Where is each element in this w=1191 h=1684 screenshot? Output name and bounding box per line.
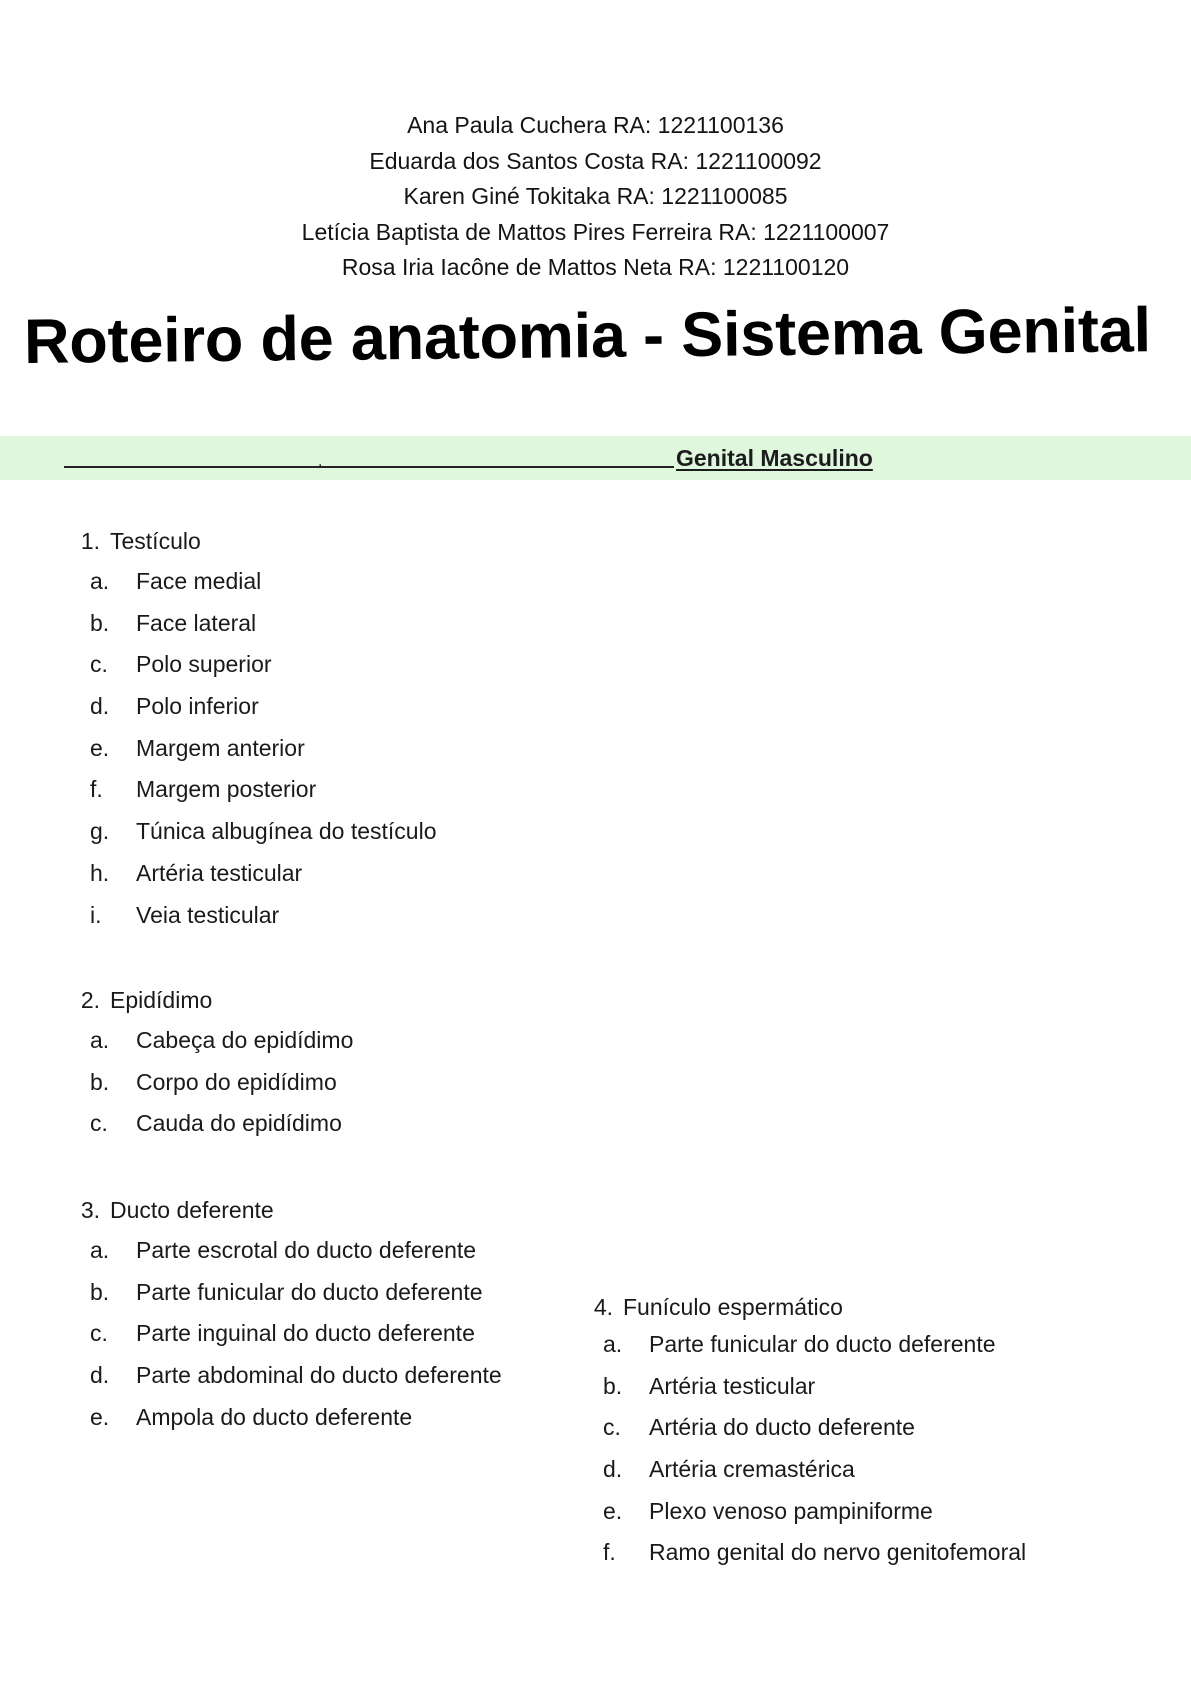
item-letter: c. (90, 1320, 108, 1347)
item-text: Plexo venoso pampiniforme (649, 1497, 933, 1524)
list-item (64, 816, 436, 858)
item-text: Veia testicular (136, 901, 280, 928)
item-text: Artéria cremastérica (649, 1456, 855, 1483)
list-item (577, 1537, 1026, 1579)
topic-label: Epidídimo (110, 987, 213, 1013)
subtopic-list (64, 1025, 353, 1150)
item-letter: c. (90, 1110, 108, 1137)
list-item (64, 608, 436, 650)
subtopic-list (64, 566, 436, 941)
item-letter: b. (90, 1068, 110, 1095)
item-letter: a. (90, 1027, 110, 1053)
list-item (64, 1108, 353, 1150)
item-letter: g. (90, 818, 110, 845)
item-text: Cauda do epidídimo (136, 1110, 342, 1137)
item-text: Parte funicular do ducto deferente (136, 1278, 483, 1305)
topic-heading (577, 1292, 1026, 1322)
item-letter: e. (90, 1403, 110, 1430)
item-letter: d. (90, 693, 110, 720)
list-item (64, 566, 436, 608)
list-item (577, 1412, 1026, 1454)
item-text: Margem anterior (136, 734, 305, 761)
topic-heading (64, 985, 353, 1015)
list-item (64, 858, 436, 900)
item-text: Ampola do ducto deferente (136, 1403, 413, 1430)
list-item (64, 691, 436, 733)
author-line: Eduarda dos Santos Costa RA: 1221100092 (369, 147, 822, 174)
item-letter: d. (603, 1456, 623, 1483)
author-line: Karen Giné Tokitaka RA: 1221100085 (403, 183, 788, 209)
item-letter: a. (90, 1237, 110, 1263)
item-letter: b. (90, 609, 110, 636)
list-item (64, 1360, 502, 1402)
item-text: Ramo genital do nervo genitofemoral (649, 1539, 1027, 1566)
item-letter: e. (90, 734, 110, 761)
item-text: Artéria testicular (136, 859, 303, 886)
item-text: Face lateral (136, 609, 257, 636)
topic-label: Ducto deferente (110, 1197, 274, 1223)
section-header-band (0, 436, 1191, 480)
item-text: Polo inferior (136, 693, 259, 720)
item-text: Parte escrotal do ducto deferente (136, 1237, 477, 1263)
topic-heading (64, 1195, 502, 1225)
fill-in-underline (64, 466, 674, 468)
list-item (64, 774, 436, 816)
item-letter: b. (90, 1278, 110, 1305)
topic-number: 2. (80, 987, 100, 1013)
topic-number: 3. (80, 1197, 100, 1223)
topic-label: Funículo espermático (623, 1294, 843, 1320)
topic-testiculo (64, 526, 436, 941)
author-line: Ana Paula Cuchera RA: 1221100136 (407, 112, 784, 138)
list-item (577, 1329, 1026, 1371)
list-item (64, 1025, 353, 1067)
item-letter: b. (603, 1372, 623, 1399)
item-text: Parte inguinal do ducto deferente (136, 1320, 475, 1347)
item-text: Túnica albugínea do testículo (136, 818, 437, 845)
topic-label: Testículo (110, 528, 201, 554)
list-item (64, 1067, 353, 1109)
item-letter: c. (603, 1414, 621, 1441)
author-list (0, 108, 1191, 286)
item-text: Cabeça do epidídimo (136, 1027, 354, 1053)
section-dot: . (318, 453, 323, 470)
subtopic-list (577, 1329, 1026, 1579)
topic-ducto-deferente (64, 1195, 502, 1443)
list-item (64, 1318, 502, 1360)
item-letter: i. (90, 901, 102, 928)
item-text: Parte abdominal do ducto deferente (136, 1362, 502, 1389)
document-title: Roteiro de anatomia - Sistema Genital (23, 295, 1152, 377)
list-item (64, 649, 436, 691)
list-item (64, 1402, 502, 1444)
topic-funiculo-espermatico (577, 1292, 1026, 1579)
item-letter: a. (90, 568, 110, 594)
item-text: Corpo do epidídimo (136, 1068, 337, 1095)
item-letter: f. (603, 1539, 616, 1566)
list-item (64, 900, 436, 942)
subtopic-list (64, 1235, 502, 1443)
item-text: Parte funicular do ducto deferente (649, 1331, 996, 1357)
item-letter: c. (90, 651, 108, 678)
topic-heading (64, 526, 436, 556)
item-text: Face medial (136, 568, 262, 594)
item-text: Polo superior (136, 651, 272, 678)
topic-number: 1. (80, 528, 100, 554)
section-title: Genital Masculino (676, 445, 873, 471)
item-text: Artéria testicular (649, 1372, 816, 1399)
item-letter: d. (90, 1362, 110, 1389)
list-item (64, 733, 436, 775)
list-item (577, 1496, 1026, 1538)
item-letter: f. (90, 776, 103, 803)
item-text: Margem posterior (136, 776, 317, 803)
item-text: Artéria do ducto deferente (649, 1414, 915, 1441)
topic-number: 4. (593, 1294, 613, 1320)
list-item (64, 1235, 502, 1277)
author-line: Rosa Iria Iacône de Mattos Neta RA: 1221100120 (341, 254, 850, 280)
author-line: Letícia Baptista de Mattos Pires Ferreira RA: 1221100007 (301, 218, 890, 245)
list-item (577, 1371, 1026, 1413)
list-item (577, 1454, 1026, 1496)
item-letter: e. (603, 1497, 623, 1524)
topic-epididimo (64, 985, 353, 1150)
list-item (64, 1277, 502, 1319)
item-letter: h. (90, 859, 110, 886)
item-letter: a. (603, 1331, 623, 1357)
